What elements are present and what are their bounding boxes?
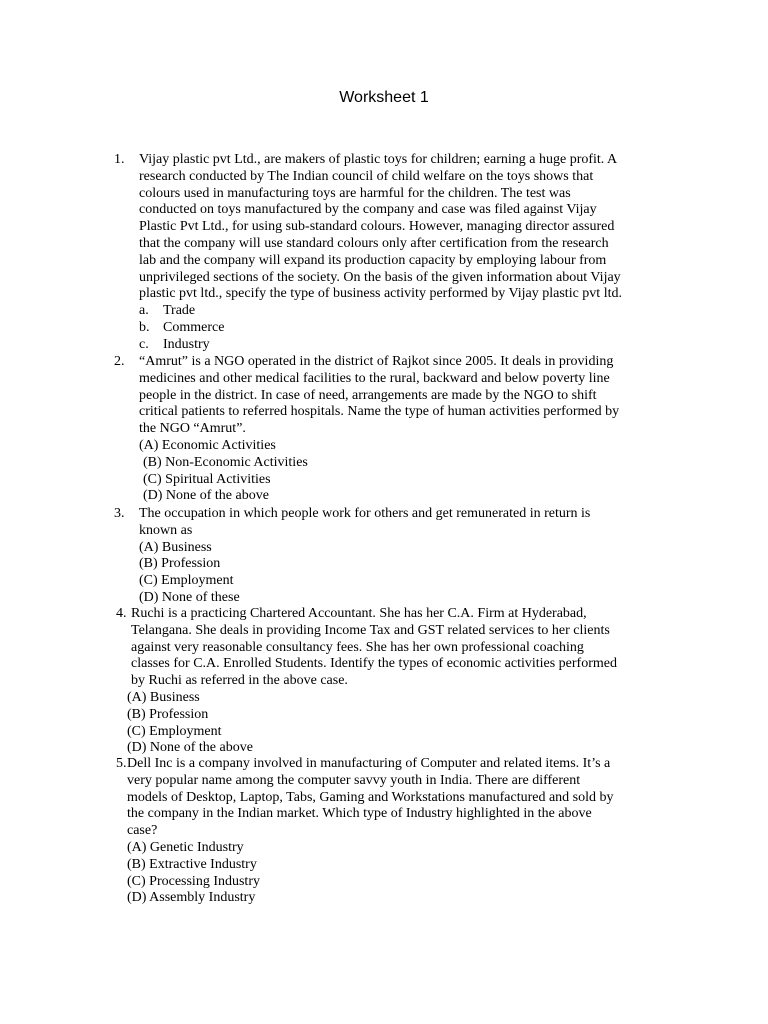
option-list (127, 690, 691, 757)
option-label: b. (139, 319, 150, 335)
option-item: (D) None of these (139, 589, 240, 605)
question-line: the NGO “Amrut”. (139, 421, 246, 437)
question-line: critical patients to referred hospitals. Name the type of human activities performed by (139, 404, 620, 420)
option-list (127, 840, 687, 907)
question-number: 4. (116, 606, 127, 621)
question-line: case? (127, 823, 158, 839)
option-text: Commerce (163, 319, 225, 335)
question-line: Ruchi is a practicing Chartered Accountant. She has her C.A. Firm at Hyderabad, (131, 606, 587, 621)
question-line: models of Desktop, Laptop, Tabs, Gaming and Workstations manufactured and sold by (127, 789, 614, 805)
option-list (139, 438, 699, 505)
option-item (139, 337, 699, 354)
option-item: (C) Spiritual Activities (143, 471, 271, 487)
question-line: people in the district. In case of need, arrangements are made by the NGO to shift (139, 387, 597, 403)
question-line: the company in the Indian market. Which type of Industry highlighted in the above (127, 806, 592, 822)
question-line: very popular name among the computer savvy youth in India. There are different (127, 772, 581, 788)
question-line: “Amrut” is a NGO operated in the district of Rajkot since 2005. It deals in providing (139, 354, 614, 369)
option-item: (A) Genetic Industry (127, 839, 244, 855)
question-line: The occupation in which people work for others and get remunerated in return is (139, 506, 591, 521)
question-line: against very reasonable consultancy fees. She has her own professional coaching (131, 639, 584, 655)
option-item: (A) Business (127, 689, 200, 705)
question-line: colours used in manufacturing toys are harmful for the children. The test was (139, 185, 571, 201)
question-line: Vijay plastic pvt Ltd., are makers of plastic toys for children; earning a huge profit. A (139, 152, 618, 167)
option-item (139, 303, 699, 320)
option-item: (C) Processing Industry (127, 873, 260, 889)
question-line: classes for C.A. Enrolled Students. Identify the types of economic activities performed (131, 656, 617, 672)
option-text: Industry (163, 336, 210, 352)
question-number: 3. (114, 506, 125, 521)
worksheet-title: Worksheet 1 (339, 89, 429, 106)
question-line: Telangana. She deals in providing Income Tax and GST related services to her clients (131, 622, 610, 638)
option-label: c. (139, 336, 149, 352)
question-number: 1. (114, 152, 125, 167)
question-line: known as (139, 522, 193, 538)
question-4 (116, 606, 691, 757)
question-line: Dell Inc is a company involved in manufacturing of Computer and related items. It’s a (127, 756, 611, 771)
question-number: 2. (114, 354, 125, 369)
option-item: (D) None of the above (127, 740, 253, 756)
option-item: (B) Profession (139, 556, 221, 572)
question-line: lab and the company will expand its production capacity by employing labour from (139, 252, 607, 268)
option-item: (B) Non-Economic Activities (143, 454, 308, 470)
option-text: Trade (163, 303, 196, 319)
option-item: (C) Employment (139, 573, 234, 589)
question-line: by Ruchi as referred in the above case. (131, 673, 348, 689)
option-item: (B) Profession (127, 706, 209, 722)
option-item: (D) None of the above (143, 488, 269, 504)
option-list (139, 303, 699, 353)
option-item: (A) Business (139, 539, 212, 555)
option-label: a. (139, 303, 149, 319)
question-line: Plastic Pvt Ltd., for using sub-standard colours. However, managing director assured (139, 219, 615, 235)
question-line: that the company will use standard colours only after certification from the research (139, 235, 609, 251)
question-5 (116, 756, 687, 907)
question-line: research conducted by The Indian council of child welfare on the toys shows that (139, 168, 594, 184)
question-line: conducted on toys manufactured by the company and case was filed against Vijay (139, 202, 597, 218)
question-3 (114, 506, 699, 607)
question-1 (114, 152, 699, 354)
option-item: (B) Extractive Industry (127, 856, 257, 872)
question-2 (114, 354, 699, 505)
question-line: unprivileged sections of the society. On the basis of the given information about Vijay (139, 269, 621, 285)
option-item: (C) Employment (127, 723, 222, 739)
option-list (139, 540, 699, 607)
option-item: (D) Assembly Industry (127, 890, 256, 906)
question-number: 5. (116, 756, 127, 771)
option-item: (A) Economic Activities (139, 437, 276, 453)
question-line: plastic pvt ltd., specify the type of business activity performed by Vijay plastic pvt ltd. (139, 286, 622, 302)
question-line: medicines and other medical facilities to the rural, backward and below poverty line (139, 370, 610, 386)
option-item (139, 320, 699, 337)
